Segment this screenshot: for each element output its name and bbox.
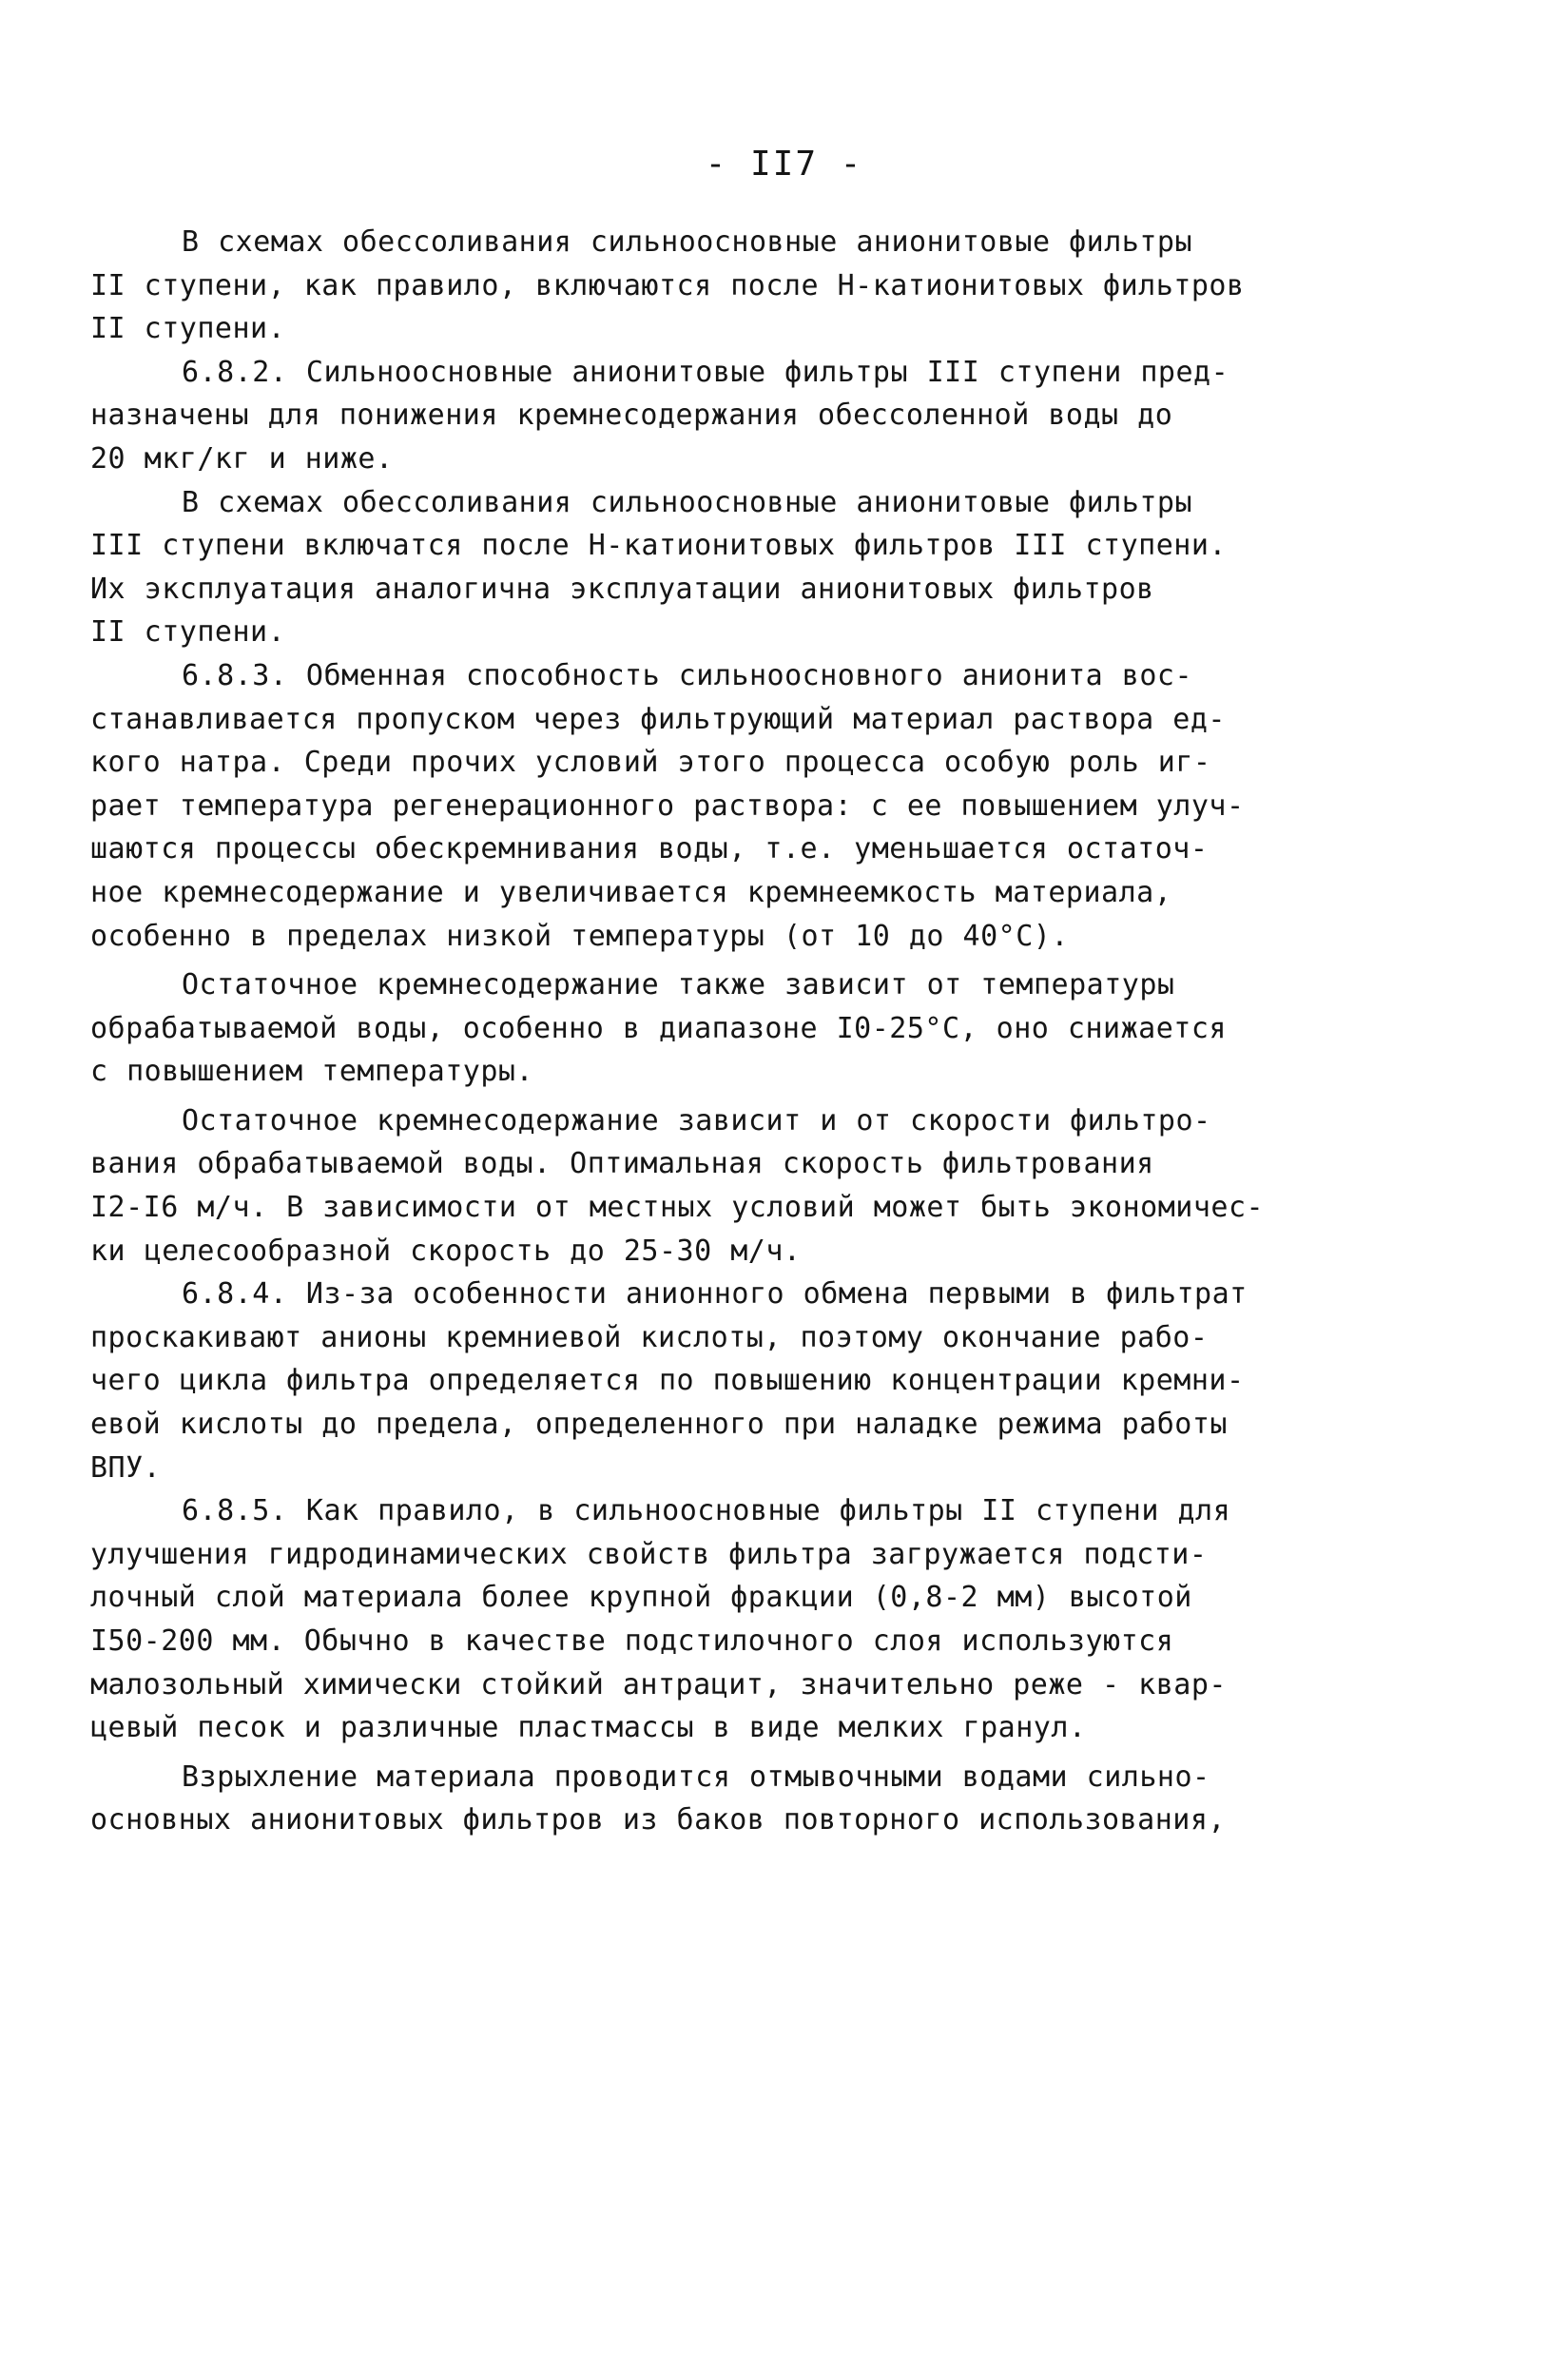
text-line: 20 мкг/кг и ниже. [90, 441, 394, 476]
text-line: 6.8.3. Обменная способность сильноосновного анионита вос- [182, 658, 1193, 692]
text-line: Взрыхление материала проводится отмывочными водами сильно- [182, 1760, 1210, 1794]
text-line: рает температура регенерационного раствора: с ее повышением улуч- [90, 788, 1245, 823]
text-line: проскакивают анионы кремниевой кислоты, поэтому окончание рабо- [90, 1320, 1209, 1354]
body-text [90, 221, 1288, 1842]
text-line: особенно в пределах низкой температуры (от 10 до 40°С). [90, 919, 1069, 953]
text-line: малозольный химически стойкий антрацит, значительно реже - квар- [90, 1667, 1227, 1701]
text-line: с повышением температуры. [90, 1055, 534, 1089]
text-line: лочный слой материала более крупной фракции (0,8-2 мм) высотой [90, 1581, 1192, 1615]
text-line: 6.8.2. Сильноосновные анионитовые фильтры III ступени пред- [182, 355, 1229, 389]
text-line: Их эксплуатация аналогична эксплуатации анионитовых фильтров [90, 572, 1154, 606]
text-line: ВПУ. [90, 1450, 162, 1485]
page-number: - II7 - [705, 145, 863, 184]
text-line: I2-I6 м/ч. В зависимости от местных условий может быть экономичес- [90, 1191, 1265, 1225]
text-line: 6.8.5. Как правило, в сильноосновные фильтры II ступени для [182, 1494, 1231, 1528]
text-line: Остаточное кремнесодержание зависит и от скорости фильтро- [182, 1103, 1211, 1137]
text-line: кого натра. Среди прочих условий этого процесса особую роль иг- [90, 746, 1211, 780]
text-line: ки целесообразной скорость до 25-30 м/ч. [90, 1234, 802, 1268]
text-line: ное кремнесодержание и увеличивается кремнеемкость материала, [90, 875, 1172, 909]
text-line: чего цикла фильтра определяется по повышению концентрации кремни- [90, 1364, 1245, 1398]
text-line: 6.8.4. Из-за особенности анионного обмена первыми в фильтрат [182, 1277, 1248, 1312]
text-line: В схемах обессоливания сильноосновные анионитовые фильтры [182, 485, 1193, 519]
text-line: цевый песок и различные пластмассы в виде мелких гранул. [90, 1711, 1087, 1745]
text-line: II ступени. [90, 615, 286, 650]
text-line: II ступени. [90, 312, 286, 346]
text-line: В схемах обессоливания сильноосновные анионитовые фильтры [182, 225, 1193, 259]
text-line: улучшения гидродинамических свойств фильтра загружается подсти- [90, 1537, 1208, 1571]
text-line: назначены для понижения кремнесодержания обессоленной воды до [90, 399, 1173, 433]
text-line: станавливается пропуском через фильтрующий материал раствора ед- [90, 702, 1226, 736]
text-line: III ступени включатся после Н-катионитовых фильтров III ступени. [90, 529, 1227, 563]
text-line: Остаточное кремнесодержание также зависит от температуры [182, 968, 1175, 1002]
text-line: I50-200 мм. Обычно в качестве подстилочного слоя используются [90, 1624, 1174, 1658]
text-line: II ступени, как правило, включаются после Н-катионитовых фильтров [90, 268, 1245, 302]
text-line: вания обрабатываемой воды. Оптимальная скорость фильтрования [90, 1147, 1154, 1181]
text-line: шаются процессы обескремнивания воды, т.е. уменьшается остаточ- [90, 832, 1209, 866]
text-line: евой кислоты до предела, определенного при наладке режима работы [90, 1408, 1228, 1442]
text-line: основных анионитовых фильтров из баков повторного использования, [90, 1803, 1226, 1837]
text-line: обрабатываемой воды, особенно в диапазоне I0-25°С, оно снижается [90, 1011, 1227, 1045]
